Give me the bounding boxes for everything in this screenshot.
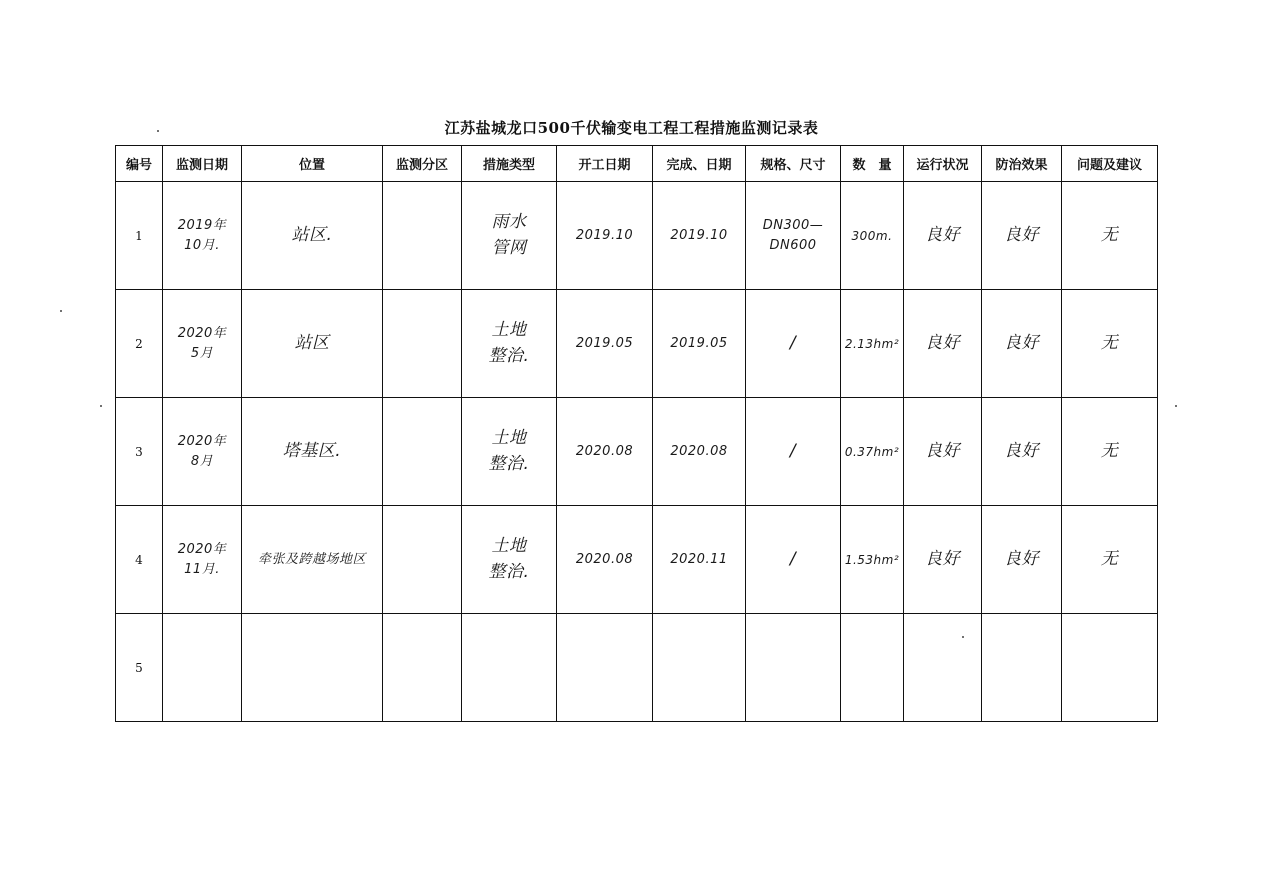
scan-speck	[1175, 405, 1177, 407]
header-prevention-effect: 防治效果	[982, 146, 1062, 182]
table-row	[116, 290, 1158, 398]
location-cell: 塔基区.	[242, 398, 383, 506]
location-cell	[242, 614, 383, 722]
issues-cell	[1062, 614, 1158, 722]
quantity-cell: 2.13hm²	[841, 290, 904, 398]
issues-cell: 无	[1062, 506, 1158, 614]
prevention-effect-cell	[982, 614, 1062, 722]
prevention-effect-cell: 良好	[982, 398, 1062, 506]
monitor-date-cell	[163, 614, 242, 722]
header-quantity: 数 量	[841, 146, 904, 182]
completion-date-cell: 2019.10	[653, 182, 746, 290]
monitor-zone-cell	[383, 614, 462, 722]
monitor-zone-cell	[383, 182, 462, 290]
issues-cell: 无	[1062, 182, 1158, 290]
spec-size-cell: /	[746, 506, 841, 614]
spec-size-cell: /	[746, 290, 841, 398]
document-title: 江苏盐城龙口500千伏输变电工程工程措施监测记录表	[444, 119, 819, 137]
monitor-zone-cell	[383, 290, 462, 398]
scan-speck	[100, 405, 102, 407]
start-date-cell	[557, 614, 653, 722]
operation-status-cell: 良好	[904, 506, 982, 614]
start-date-cell: 2020.08	[557, 398, 653, 506]
spec-size-cell	[746, 614, 841, 722]
quantity-cell	[841, 614, 904, 722]
header-spec-size: 规格、尺寸	[746, 146, 841, 182]
monitor-date-cell: 2020年 8月	[163, 398, 242, 506]
header-start-date: 开工日期	[557, 146, 653, 182]
completion-date-cell: 2020.08	[653, 398, 746, 506]
scan-speck	[157, 130, 159, 132]
row-number: 1	[116, 182, 163, 290]
location-cell: 站区.	[242, 182, 383, 290]
table-row	[116, 182, 1158, 290]
header-number: 编号	[116, 146, 163, 182]
table-row	[116, 506, 1158, 614]
monitor-date-cell: 2020年 11月.	[163, 506, 242, 614]
operation-status-cell	[904, 614, 982, 722]
location-cell: 牵张及跨越场地区	[242, 506, 383, 614]
operation-status-cell: 良好	[904, 182, 982, 290]
monitor-zone-cell	[383, 506, 462, 614]
completion-date-cell: 2019.05	[653, 290, 746, 398]
spec-size-cell: DN300— DN600	[746, 182, 841, 290]
completion-date-cell	[653, 614, 746, 722]
operation-status-cell: 良好	[904, 398, 982, 506]
monitor-zone-cell	[383, 398, 462, 506]
monitoring-record-table	[115, 145, 1158, 722]
start-date-cell: 2020.08	[557, 506, 653, 614]
header-location: 位置	[242, 146, 383, 182]
start-date-cell: 2019.10	[557, 182, 653, 290]
quantity-cell: 0.37hm²	[841, 398, 904, 506]
scan-speck	[60, 310, 62, 312]
row-number: 5	[116, 614, 163, 722]
header-completion-date: 完成、日期	[653, 146, 746, 182]
table-row	[116, 614, 1158, 722]
row-number: 2	[116, 290, 163, 398]
operation-status-cell: 良好	[904, 290, 982, 398]
measure-type-cell: 雨水 管网	[462, 182, 557, 290]
measure-type-cell: 土地 整治.	[462, 506, 557, 614]
row-number: 4	[116, 506, 163, 614]
header-operation-status: 运行状况	[904, 146, 982, 182]
header-monitor-zone: 监测分区	[383, 146, 462, 182]
measure-type-cell	[462, 614, 557, 722]
measure-type-cell: 土地 整治.	[462, 290, 557, 398]
table-header-row	[116, 146, 1158, 182]
quantity-cell: 1.53hm²	[841, 506, 904, 614]
monitor-date-cell: 2019年 10月.	[163, 182, 242, 290]
prevention-effect-cell: 良好	[982, 506, 1062, 614]
spec-size-cell: /	[746, 398, 841, 506]
issues-cell: 无	[1062, 290, 1158, 398]
header-measure-type: 措施类型	[462, 146, 557, 182]
scan-speck	[962, 636, 964, 638]
location-cell: 站区	[242, 290, 383, 398]
quantity-cell: 300m.	[841, 182, 904, 290]
monitor-date-cell: 2020年 5月	[163, 290, 242, 398]
completion-date-cell: 2020.11	[653, 506, 746, 614]
header-issues-suggestions: 问题及建议	[1062, 146, 1158, 182]
start-date-cell: 2019.05	[557, 290, 653, 398]
issues-cell: 无	[1062, 398, 1158, 506]
table-row	[116, 398, 1158, 506]
header-monitor-date: 监测日期	[163, 146, 242, 182]
prevention-effect-cell: 良好	[982, 290, 1062, 398]
row-number: 3	[116, 398, 163, 506]
measure-type-cell: 土地 整治.	[462, 398, 557, 506]
prevention-effect-cell: 良好	[982, 182, 1062, 290]
